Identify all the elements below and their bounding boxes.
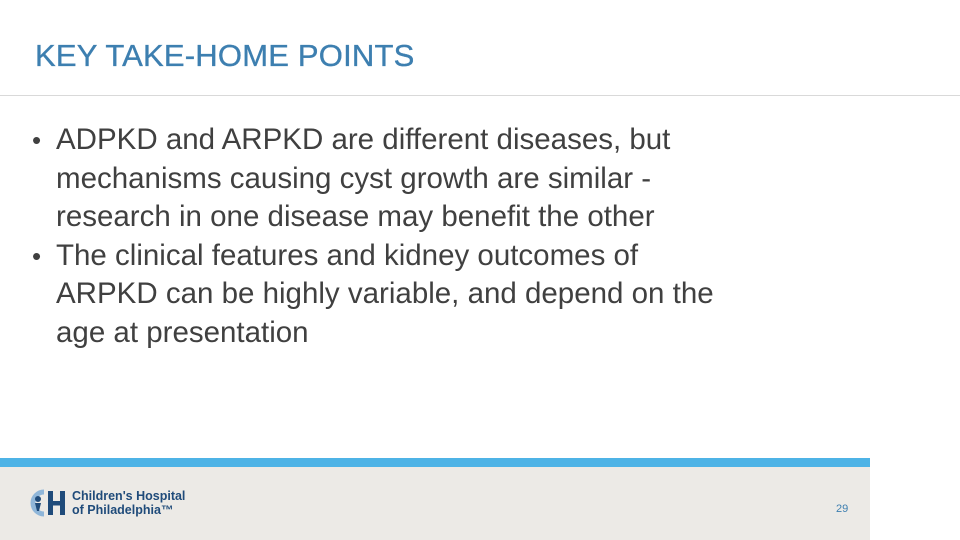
- footer-accent-bar: [0, 458, 870, 467]
- bullet-line: age at presentation: [56, 315, 309, 349]
- chop-logo-icon: [27, 487, 67, 519]
- logo-line-2: of Philadelphia™: [72, 503, 174, 517]
- bullet-list: [28, 121, 908, 352]
- page-number: 29: [836, 503, 849, 515]
- slide-footer: [0, 458, 870, 540]
- bullet-line: ARPKD can be highly variable, and depend on the: [56, 277, 714, 310]
- chop-logo: [27, 486, 185, 520]
- bullet-item: [28, 237, 908, 353]
- bullet-line: The clinical features and kidney outcomes of: [56, 238, 639, 272]
- title-divider: [0, 95, 960, 96]
- bullet-line: research in one disease may benefit the other: [56, 200, 655, 233]
- bullet-line: ADPKD and ARPKD are different diseases, but: [56, 123, 671, 156]
- logo-wordmark: [72, 489, 185, 517]
- bullet-marker: •: [32, 125, 42, 155]
- slide-title: KEY TAKE-HOME POINTS: [35, 38, 415, 73]
- bullet-marker: •: [32, 240, 42, 271]
- logo-line-1: Children's Hospital: [72, 489, 186, 503]
- bullet-line: mechanisms causing cyst growth are similar -: [56, 161, 652, 195]
- bullet-item: [28, 121, 908, 237]
